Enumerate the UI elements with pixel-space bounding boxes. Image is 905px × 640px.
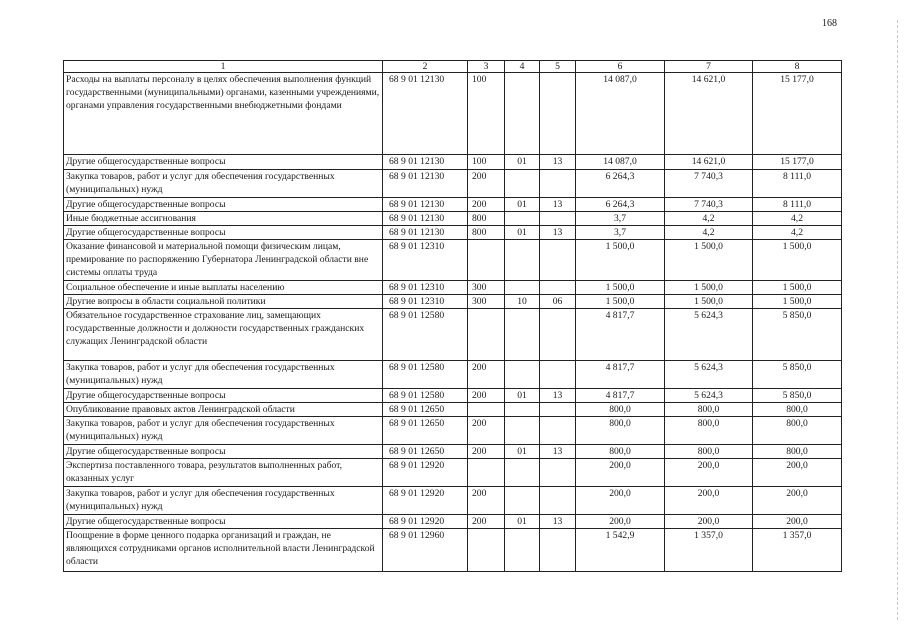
- amount-year-1: 800,0: [576, 403, 665, 417]
- row-name: Закупка товаров, работ и услуг для обеспечения государственных (муниципальных) нужд: [64, 170, 383, 198]
- expense-type: 300: [468, 295, 505, 309]
- row-name: Оказание финансовой и материальной помощи физическим лицам, премирование по распоряжению Губернатора Ленинградской области вне системы оплаты труда: [64, 240, 383, 281]
- header-cell: 3: [468, 61, 505, 73]
- amount-year-1: 3,7: [576, 226, 665, 240]
- row-name: Экспертиза поставленного товара, результатов выполненных работ, оказанных услуг: [64, 459, 383, 487]
- header-row: [64, 61, 842, 73]
- table-row: [64, 515, 842, 529]
- amount-year-1: 4 817,7: [576, 309, 665, 361]
- amount-year-1: 6 264,3: [576, 198, 665, 212]
- subsection: [540, 170, 576, 198]
- amount-year-3: 5 850,0: [753, 309, 842, 361]
- section: [505, 487, 540, 515]
- amount-year-3: 1 500,0: [753, 240, 842, 281]
- subsection: 13: [540, 445, 576, 459]
- section: [505, 417, 540, 445]
- header-cell: 8: [753, 61, 842, 73]
- amount-year-2: 800,0: [665, 403, 753, 417]
- row-name: Другие вопросы в области социальной политики: [64, 295, 383, 309]
- target-code: 68 9 01 12130: [383, 155, 468, 170]
- amount-year-3: 8 111,0: [753, 170, 842, 198]
- expense-type: [468, 403, 505, 417]
- amount-year-1: 800,0: [576, 445, 665, 459]
- amount-year-2: 14 621,0: [665, 155, 753, 170]
- subsection: [540, 281, 576, 295]
- section: [505, 459, 540, 487]
- amount-year-2: 5 624,3: [665, 361, 753, 389]
- expense-type: [468, 529, 505, 572]
- subsection: 13: [540, 226, 576, 240]
- amount-year-2: 200,0: [665, 487, 753, 515]
- expense-type: 200: [468, 389, 505, 403]
- amount-year-3: 4,2: [753, 226, 842, 240]
- target-code: 68 9 01 12650: [383, 403, 468, 417]
- row-name: Другие общегосударственные вопросы: [64, 155, 383, 170]
- amount-year-3: 4,2: [753, 212, 842, 226]
- subsection: 13: [540, 515, 576, 529]
- table-row: [64, 417, 842, 445]
- subsection: 13: [540, 198, 576, 212]
- target-code: 68 9 01 12310: [383, 281, 468, 295]
- section: [505, 212, 540, 226]
- amount-year-2: 7 740,3: [665, 170, 753, 198]
- subsection: 13: [540, 155, 576, 170]
- target-code: 68 9 01 12580: [383, 361, 468, 389]
- target-code: 68 9 01 12580: [383, 309, 468, 361]
- target-code: 68 9 01 12310: [383, 240, 468, 281]
- amount-year-1: 4 817,7: [576, 361, 665, 389]
- row-name: Другие общегосударственные вопросы: [64, 515, 383, 529]
- table-row: [64, 487, 842, 515]
- amount-year-2: 1 500,0: [665, 295, 753, 309]
- expense-type: 200: [468, 445, 505, 459]
- expense-type: 200: [468, 515, 505, 529]
- scan-edge-line: [897, 20, 899, 620]
- table-row: [64, 309, 842, 361]
- table-row: [64, 529, 842, 572]
- row-name: Закупка товаров, работ и услуг для обеспечения государственных (муниципальных) нужд: [64, 417, 383, 445]
- amount-year-1: 1 500,0: [576, 295, 665, 309]
- expense-type: 200: [468, 361, 505, 389]
- row-name: Другие общегосударственные вопросы: [64, 226, 383, 240]
- amount-year-3: 15 177,0: [753, 155, 842, 170]
- subsection: [540, 459, 576, 487]
- row-name: Другие общегосударственные вопросы: [64, 198, 383, 212]
- table-row: [64, 212, 842, 226]
- section: [505, 240, 540, 281]
- amount-year-2: 7 740,3: [665, 198, 753, 212]
- amount-year-1: 800,0: [576, 417, 665, 445]
- amount-year-3: 5 850,0: [753, 389, 842, 403]
- header-cell: 4: [505, 61, 540, 73]
- target-code: 68 9 01 12130: [383, 73, 468, 155]
- target-code: 68 9 01 12920: [383, 487, 468, 515]
- amount-year-2: 800,0: [665, 445, 753, 459]
- header-cell: 2: [383, 61, 468, 73]
- expense-type: 100: [468, 73, 505, 155]
- target-code: 68 9 01 12130: [383, 198, 468, 212]
- section: [505, 281, 540, 295]
- expense-type: 200: [468, 487, 505, 515]
- subsection: [540, 212, 576, 226]
- amount-year-3: 1 500,0: [753, 281, 842, 295]
- table-row: [64, 226, 842, 240]
- amount-year-2: 1 500,0: [665, 240, 753, 281]
- subsection: 13: [540, 389, 576, 403]
- header-cell: 5: [540, 61, 576, 73]
- amount-year-3: 5 850,0: [753, 361, 842, 389]
- subsection: [540, 529, 576, 572]
- amount-year-3: 200,0: [753, 515, 842, 529]
- table-row: [64, 295, 842, 309]
- amount-year-3: 200,0: [753, 459, 842, 487]
- amount-year-1: 14 087,0: [576, 73, 665, 155]
- amount-year-2: 200,0: [665, 459, 753, 487]
- amount-year-1: 3,7: [576, 212, 665, 226]
- expense-type: 200: [468, 170, 505, 198]
- table-row: [64, 445, 842, 459]
- page-number: 168: [822, 18, 837, 29]
- amount-year-1: 200,0: [576, 487, 665, 515]
- section: 01: [505, 226, 540, 240]
- row-name: Другие общегосударственные вопросы: [64, 389, 383, 403]
- amount-year-2: 1 357,0: [665, 529, 753, 572]
- section: [505, 170, 540, 198]
- subsection: 06: [540, 295, 576, 309]
- amount-year-2: 800,0: [665, 417, 753, 445]
- row-name: Иные бюджетные ассигнования: [64, 212, 383, 226]
- budget-table: [63, 60, 842, 572]
- expense-type: 200: [468, 417, 505, 445]
- amount-year-3: 800,0: [753, 403, 842, 417]
- section: [505, 309, 540, 361]
- expense-type: 800: [468, 226, 505, 240]
- section: 10: [505, 295, 540, 309]
- amount-year-2: 5 624,3: [665, 389, 753, 403]
- subsection: [540, 361, 576, 389]
- expense-type: 800: [468, 212, 505, 226]
- target-code: 68 9 01 12650: [383, 445, 468, 459]
- section: [505, 73, 540, 155]
- header-cell: 6: [576, 61, 665, 73]
- amount-year-1: 1 500,0: [576, 240, 665, 281]
- row-name: Закупка товаров, работ и услуг для обеспечения государственных (муниципальных) нужд: [64, 361, 383, 389]
- target-code: 68 9 01 12960: [383, 529, 468, 572]
- amount-year-1: 200,0: [576, 459, 665, 487]
- amount-year-3: 8 111,0: [753, 198, 842, 212]
- section: [505, 529, 540, 572]
- header-cell: 7: [665, 61, 753, 73]
- target-code: 68 9 01 12650: [383, 417, 468, 445]
- section: 01: [505, 198, 540, 212]
- amount-year-2: 1 500,0: [665, 281, 753, 295]
- expense-type: [468, 240, 505, 281]
- target-code: 68 9 01 12580: [383, 389, 468, 403]
- target-code: 68 9 01 12310: [383, 295, 468, 309]
- table-row: [64, 389, 842, 403]
- table-row: [64, 155, 842, 170]
- target-code: 68 9 01 12920: [383, 459, 468, 487]
- subsection: [540, 309, 576, 361]
- section: 01: [505, 389, 540, 403]
- table-row: [64, 403, 842, 417]
- amount-year-3: 800,0: [753, 445, 842, 459]
- amount-year-2: 200,0: [665, 515, 753, 529]
- amount-year-1: 6 264,3: [576, 170, 665, 198]
- expense-type: 100: [468, 155, 505, 170]
- table-row: [64, 170, 842, 198]
- section: 01: [505, 515, 540, 529]
- section: [505, 403, 540, 417]
- subsection: [540, 417, 576, 445]
- table-row: [64, 459, 842, 487]
- target-code: 68 9 01 12920: [383, 515, 468, 529]
- amount-year-1: 200,0: [576, 515, 665, 529]
- amount-year-2: 4,2: [665, 212, 753, 226]
- target-code: 68 9 01 12130: [383, 226, 468, 240]
- subsection: [540, 240, 576, 281]
- table-row: [64, 361, 842, 389]
- subsection: [540, 73, 576, 155]
- table-row: [64, 73, 842, 155]
- row-name: Социальное обеспечение и иные выплаты населению: [64, 281, 383, 295]
- amount-year-3: 15 177,0: [753, 73, 842, 155]
- amount-year-3: 800,0: [753, 417, 842, 445]
- amount-year-2: 4,2: [665, 226, 753, 240]
- target-code: 68 9 01 12130: [383, 170, 468, 198]
- amount-year-1: 14 087,0: [576, 155, 665, 170]
- amount-year-1: 4 817,7: [576, 389, 665, 403]
- section: 01: [505, 445, 540, 459]
- section: 01: [505, 155, 540, 170]
- subsection: [540, 487, 576, 515]
- header-cell: 1: [64, 61, 383, 73]
- subsection: [540, 403, 576, 417]
- expense-type: 300: [468, 281, 505, 295]
- table-row: [64, 281, 842, 295]
- amount-year-1: 1 500,0: [576, 281, 665, 295]
- row-name: Обязательное государственное страхование лиц, замещающих государственные должности и должности государственных гражданских служащих Ленинградской области: [64, 309, 383, 361]
- amount-year-1: 1 542,9: [576, 529, 665, 572]
- row-name: Опубликование правовых актов Ленинградской области: [64, 403, 383, 417]
- target-code: 68 9 01 12130: [383, 212, 468, 226]
- amount-year-3: 1 357,0: [753, 529, 842, 572]
- expense-type: [468, 459, 505, 487]
- row-name: Другие общегосударственные вопросы: [64, 445, 383, 459]
- table-row: [64, 198, 842, 212]
- amount-year-3: 200,0: [753, 487, 842, 515]
- amount-year-2: 14 621,0: [665, 73, 753, 155]
- table-row: [64, 240, 842, 281]
- row-name: Поощрение в форме ценного подарка организаций и граждан, не являющихся сотрудниками органов исполнительной власти Ленинградской области: [64, 529, 383, 572]
- amount-year-2: 5 624,3: [665, 309, 753, 361]
- section: [505, 361, 540, 389]
- row-name: Закупка товаров, работ и услуг для обеспечения государственных (муниципальных) нужд: [64, 487, 383, 515]
- expense-type: 200: [468, 198, 505, 212]
- amount-year-3: 1 500,0: [753, 295, 842, 309]
- expense-type: [468, 309, 505, 361]
- row-name: Расходы на выплаты персоналу в целях обеспечения выполнения функций государственными (муниципальными) органами, казенными учреждениями, органами управления государственными внебюджетными фондами: [64, 73, 383, 155]
